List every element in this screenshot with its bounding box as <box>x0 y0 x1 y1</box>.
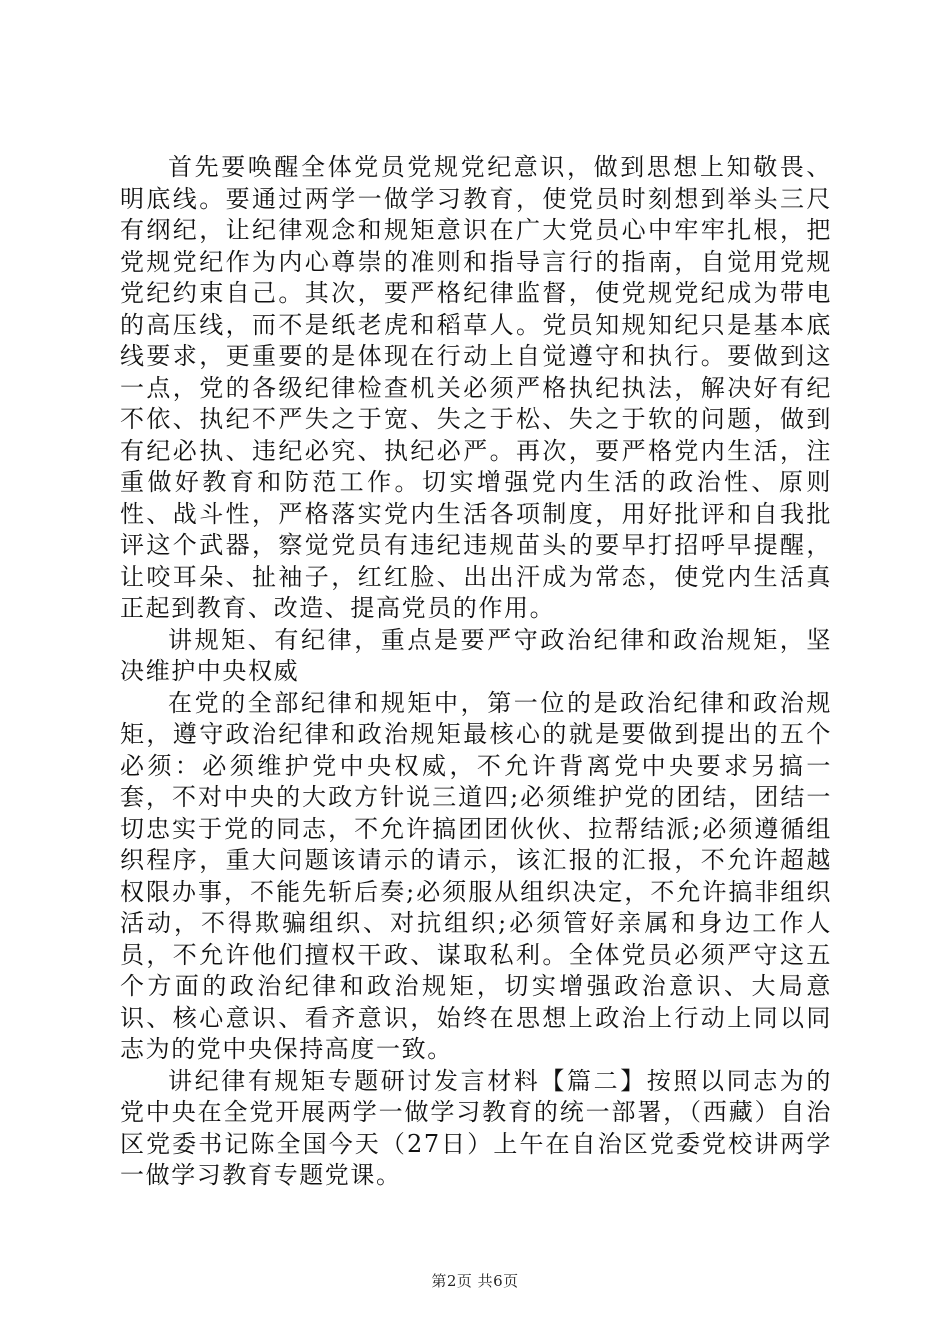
paragraph-part-two-intro: 讲纪律有规矩专题研讨发言材料【篇二】按照以同志为的党中央在全党开展两学一做学习教育的统一部署，（西藏）自治区党委书记陈全国今天（27日）上午在自治区党委党校讲两学一做学习教育专题党课。 <box>120 1066 832 1189</box>
page-number-footer: 第2页 共6页 <box>431 1272 519 1290</box>
document-body <box>120 152 832 1192</box>
paragraph-five-musts: 在党的全部纪律和规矩中，第一位的是政治纪律和政治规矩，遵守政治纪律和政治规矩最核心的就是要做到提出的五个必须：必须维护党中央权威，不允许背离党中央要求另搞一套，不对中央的大政方针说三道四;必须维护党的团结，团结一切忠实于党的同志，不允许搞团团伙伙、拉帮结派;必须遵循组织程序，重大问题该请示的请示，该汇报的汇报，不允许超越权限办事，不能先斩后奏;必须服从组织决定，不允许搞非组织活动，不得欺骗组织、对抗组织;必须管好亲属和身边工作人员，不允许他们擅权干政、谋取私利。全体党员必须严守这五个方面的政治纪律和政治规矩，切实增强政治意识、大局意识、核心意识、看齐意识，始终在思想上政治上行动上同以同志为的党中央保持高度一致。 <box>120 688 832 1063</box>
paragraph-discipline-awareness: 首先要唤醒全体党员党规党纪意识，做到思想上知敬畏、明底线。要通过两学一做学习教育，使党员时刻想到举头三尺有纲纪，让纪律观念和规矩意识在广大党员心中牢牢扎根，把党规党纪作为内心尊崇的准则和指导言行的指南，自觉用党规党纪约束自己。其次，要严格纪律监督，使党规党纪成为带电的高压线，而不是纸老虎和稻草人。党员知规知纪只是基本底线要求，更重要的是体现在行动上自觉遵守和执行。要做到这一点，党的各级纪律检查机关必须严格执纪执法，解决好有纪不依、执纪不严失之于宽、失之于松、失之于软的问题，做到有纪必执、违纪必究、执纪必严。再次，要严格党内生活，注重做好教育和防范工作。切实增强党内生活的政治性、原则性、战斗性，严格落实党内生活各项制度，用好批评和自我批评这个武器，察觉党员有违纪违规苗头的要早打招呼早提醒，让咬耳朵、扯袖子，红红脸、出出汗成为常态，使党内生活真正起到教育、改造、提高党员的作用。 <box>120 153 832 622</box>
paragraph-political-rules-heading: 讲规矩、有纪律，重点是要严守政治纪律和政治规矩，坚决维护中央权威 <box>120 625 832 685</box>
